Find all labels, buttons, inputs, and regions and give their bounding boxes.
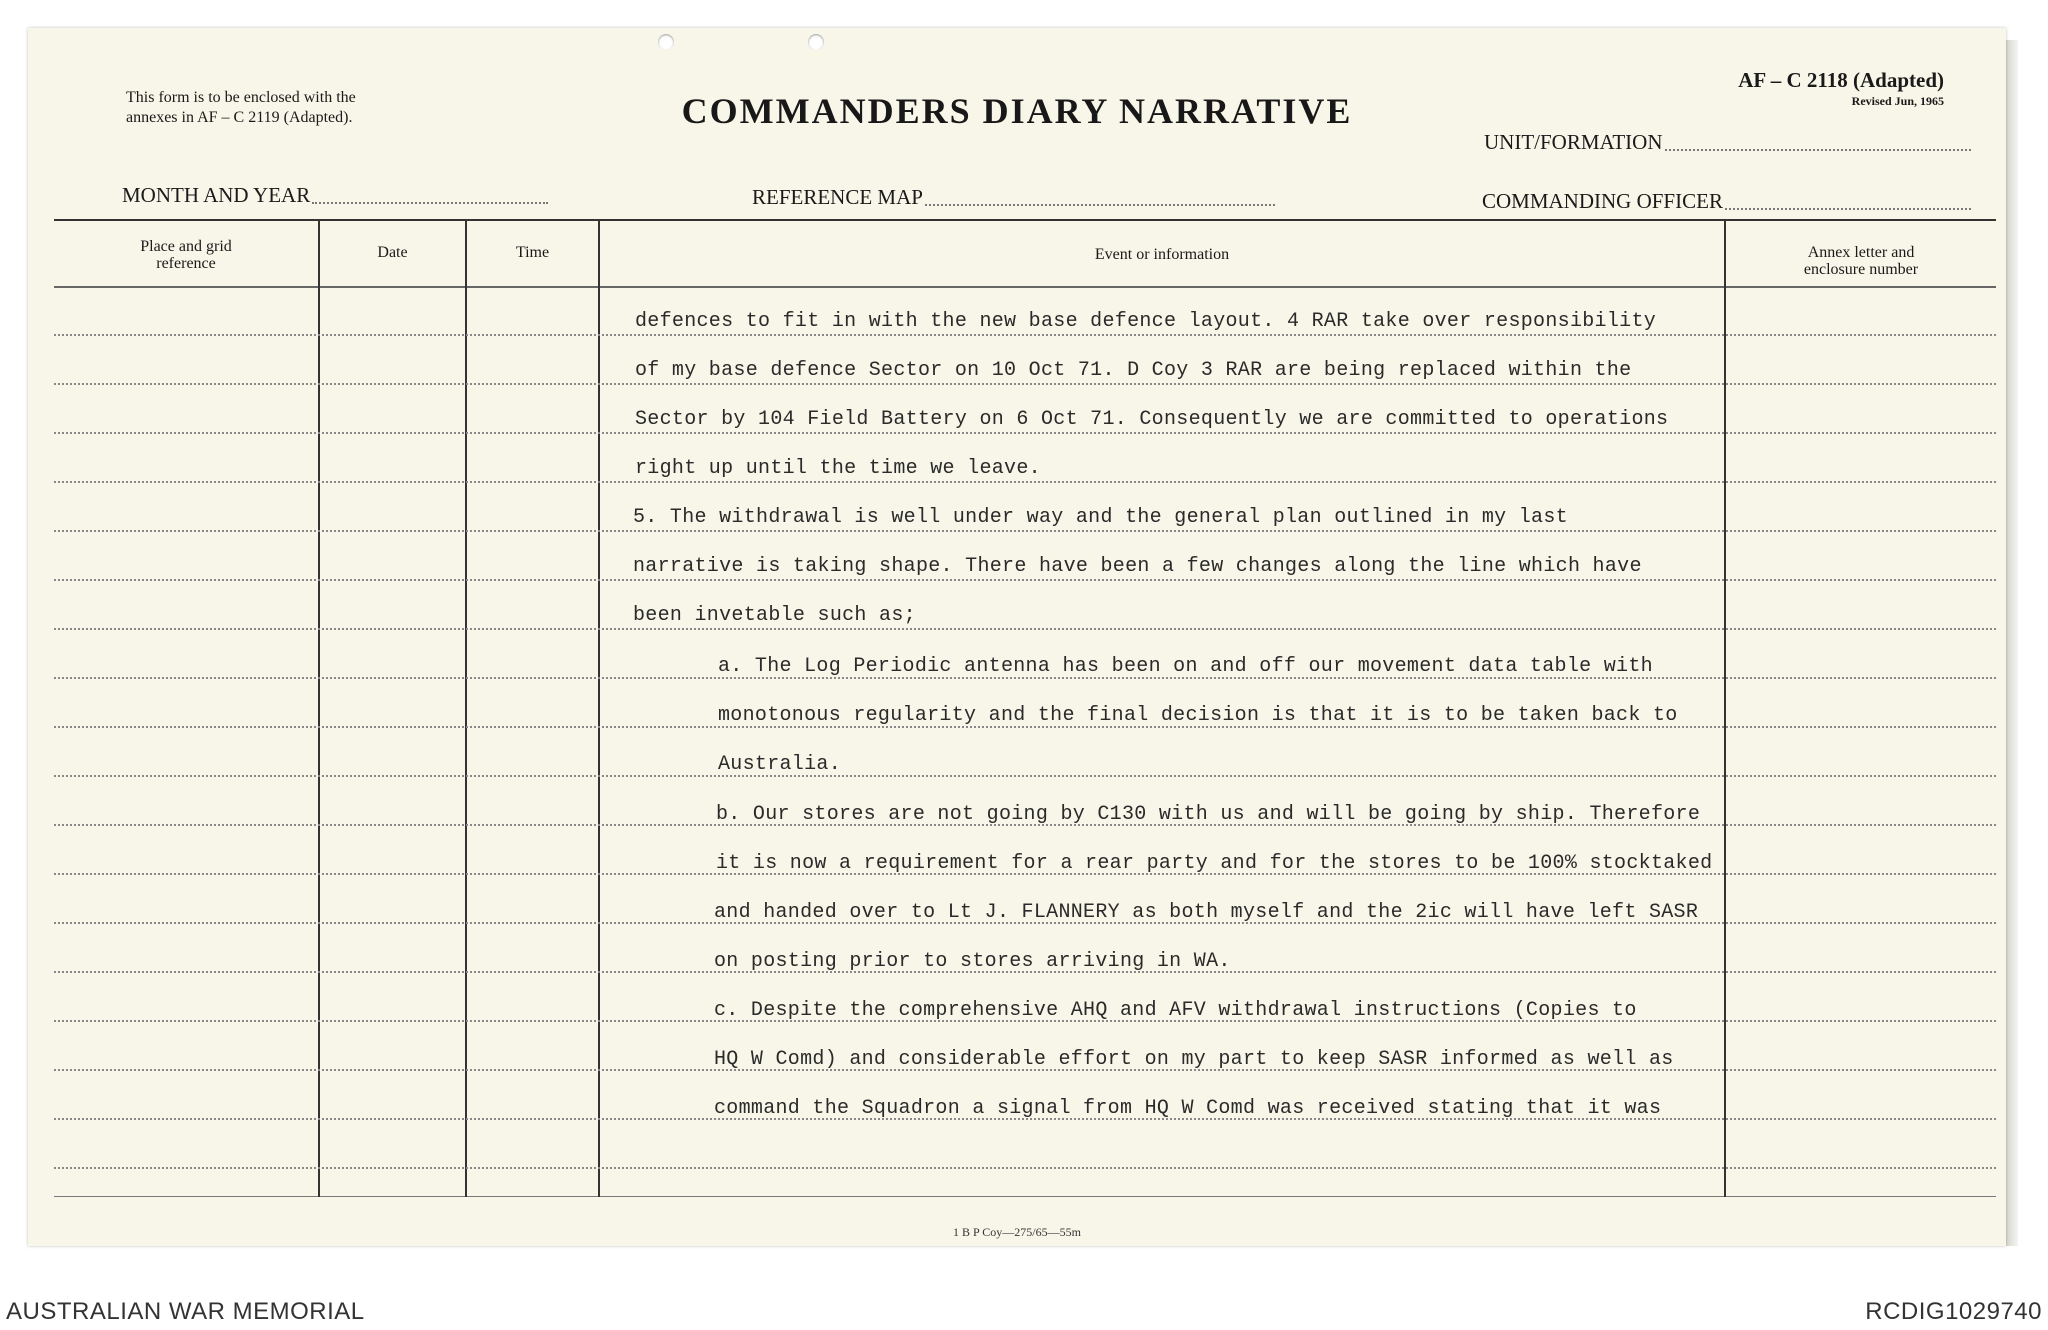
narrative-line: and handed over to Lt J. FLANNERY as both myself and the 2ic will have left SASR <box>714 901 1699 924</box>
row-rule <box>54 775 1996 777</box>
punch-hole <box>658 34 674 50</box>
col-header-annex-line: Annex letter and <box>1807 244 1915 261</box>
notice-line: annexes in AF – C 2119 (Adapted). <box>126 109 353 126</box>
row-rule <box>54 1167 1996 1169</box>
row-rule <box>54 383 1996 385</box>
table-bottom-rule <box>54 1196 1996 1197</box>
diary-form-sheet <box>28 28 2006 1246</box>
narrative-line: HQ W Comd) and considerable effort on my part to keep SASR informed as well as <box>714 1048 1674 1071</box>
reference-map-field <box>752 185 1275 210</box>
row-rule <box>54 432 1996 434</box>
row-rule <box>54 628 1996 630</box>
commanding-officer-field <box>1482 189 1971 214</box>
narrative-line: defences to fit in with the new base defence layout. 4 RAR take over responsibility <box>635 310 1657 333</box>
col-header-place <box>54 238 318 272</box>
table-top-rule <box>54 219 1996 221</box>
col-header-time: Time <box>515 244 550 261</box>
month-year-field <box>122 183 548 208</box>
row-rule <box>54 481 1996 483</box>
column-divider <box>1724 219 1726 1197</box>
notice-line: This form is to be enclosed with the <box>126 89 356 106</box>
narrative-line: it is now a requirement for a rear party and for the stores to be 100% stocktaked <box>716 852 1713 875</box>
form-code: AF – C 2118 (Adapted) <box>1738 68 1944 92</box>
archive-institution: AUSTRALIAN WAR MEMORIAL <box>6 1298 365 1325</box>
reference-map-label: REFERENCE MAP <box>752 185 923 209</box>
commanding-officer-blank <box>1725 207 1971 210</box>
column-divider <box>598 219 600 1197</box>
col-header-place-line: Place and grid <box>140 238 232 255</box>
month-year-blank <box>312 201 548 204</box>
narrative-line: 5. The withdrawal is well under way and the general plan outlined in my last <box>633 506 1568 529</box>
form-revision: Revised Jun, 1965 <box>1851 94 1944 108</box>
narrative-line: command the Squadron a signal from HQ W Comd was received stating that it was <box>714 1097 1662 1120</box>
month-year-label: MONTH AND YEAR <box>122 183 311 207</box>
archive-reference: RCDIG1029740 <box>1865 1298 2042 1325</box>
narrative-line: on posting prior to stores arriving in WA. <box>714 950 1231 973</box>
unit-formation-label: UNIT/FORMATION <box>1484 130 1663 154</box>
form-title: COMMANDERS DIARY NARRATIVE <box>681 91 1353 131</box>
page-edge-shadow <box>2006 40 2018 1246</box>
commanding-officer-label: COMMANDING OFFICER <box>1482 189 1723 213</box>
unit-formation-field <box>1484 130 1971 155</box>
printer-imprint: 1 B P Coy—275/65—55m <box>953 1225 1081 1239</box>
narrative-line: narrative is taking shape. There have been a few changes along the line which have <box>633 555 1642 578</box>
col-header-event: Event or information <box>1094 246 1230 263</box>
narrative-line: Australia. <box>718 753 842 776</box>
row-rule <box>54 334 1996 336</box>
narrative-line: b. Our stores are not going by C130 with us and will be going by ship. Therefore <box>716 803 1701 826</box>
narrative-line: been invetable such as; <box>633 604 916 627</box>
col-header-annex-line: enclosure number <box>1803 261 1919 278</box>
header-bottom-rule <box>54 286 1996 288</box>
narrative-line: Sector by 104 Field Battery on 6 Oct 71. Consequently we are committed to operations <box>635 408 1669 431</box>
column-divider <box>318 219 320 1197</box>
row-rule <box>54 579 1996 581</box>
col-header-date: Date <box>377 244 408 261</box>
narrative-line: a. The Log Periodic antenna has been on and off our movement data table with <box>718 655 1653 678</box>
column-divider <box>465 219 467 1197</box>
row-rule <box>54 530 1996 532</box>
narrative-line: c. Despite the comprehensive AHQ and AFV withdrawal instructions (Copies to <box>714 999 1637 1022</box>
unit-formation-blank <box>1665 148 1971 151</box>
col-header-place-line: reference <box>156 255 216 272</box>
narrative-line: right up until the time we leave. <box>635 457 1041 480</box>
reference-map-blank <box>925 203 1275 206</box>
narrative-line: of my base defence Sector on 10 Oct 71. D Coy 3 RAR are being replaced within the <box>635 359 1632 382</box>
col-header-annex <box>1726 244 1996 278</box>
narrative-line: monotonous regularity and the final decision is that it is to be taken back to <box>718 704 1678 727</box>
punch-hole <box>808 34 824 50</box>
